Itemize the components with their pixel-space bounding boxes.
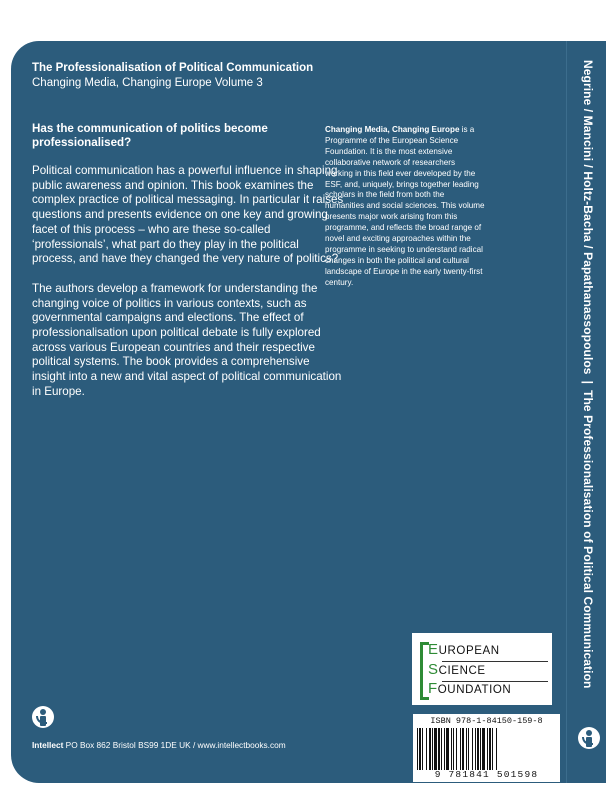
blurb-paragraph-2: The authors develop a framework for understanding the changing voice of politics in various contexts, such as governmental campaigns and elections. The effect of professionalisation upon political debate is fully explored across various European countries and their respective political systems. The book provides a comprehensive insight into a new and vital aspect of political communication in Europe.: [32, 281, 342, 398]
isbn-barcode: [413, 714, 560, 782]
publisher-name: Intellect: [32, 740, 64, 750]
esf-cap-s: S: [428, 661, 439, 678]
series-subtitle: Changing Media, Changing Europe Volume 3: [32, 77, 263, 89]
spine-text: [581, 60, 595, 720]
programme-note: [325, 125, 485, 289]
programme-description: is a Programme of the European Science Foundation. It is the most extensive collaborative network of researchers working in this field ever developed by the ESF, and, uniquely, brings together leading scholars in the field from both the humanities and social sciences. This volume presents major work arising from this programme, and reflects the broad range of novel and exciting approaches within the programme in seeking to understand radical changes in both the political and cultural landscape of Europe in the early twenty-first century.: [325, 125, 485, 287]
blurb-paragraph-1: Political communication has a powerful influence in shaping public awareness and opinion. This book examines the complex practice of political messaging. In particular it raises questions and presents evidence on one key and growing facet of this process – who are these so-called ‘professionals’, what part do they play in the political process, and have they changed the very nature of politics?: [32, 164, 344, 266]
spine-authors: Negrine / Mancini / Holtz-Bacha / Papathanassopoulos: [581, 60, 595, 375]
esf-line-1: UROPEAN: [438, 645, 500, 657]
spine-separator: |: [581, 380, 595, 385]
esf-line-2: CIENCE: [438, 665, 486, 677]
esf-cap-e: E: [428, 641, 439, 658]
intellect-logo-icon: [32, 706, 54, 728]
blurb-column: [32, 122, 344, 415]
book-title: The Professionalisation of Political Communication: [32, 62, 314, 74]
barcode-digits: 9 781841 501598: [434, 769, 539, 780]
barcode-bars: [417, 728, 556, 770]
publisher-footer: [32, 740, 286, 750]
spine-title: The Professionalisation of Political Communication: [581, 390, 595, 689]
programme-name: Changing Media, Changing Europe: [325, 125, 460, 134]
esf-cap-f: F: [428, 680, 438, 697]
esf-logo: [412, 633, 552, 705]
blurb-question: Has the communication of politics become professionalised?: [32, 122, 268, 149]
isbn-text: ISBN 978-1-84150-159-8: [430, 716, 543, 726]
publisher-address: PO Box 862 Bristol BS99 1DE UK / www.intellectbooks.com: [63, 740, 286, 750]
esf-line-3: OUNDATION: [437, 684, 512, 696]
intellect-spine-logo-icon: [578, 727, 600, 749]
